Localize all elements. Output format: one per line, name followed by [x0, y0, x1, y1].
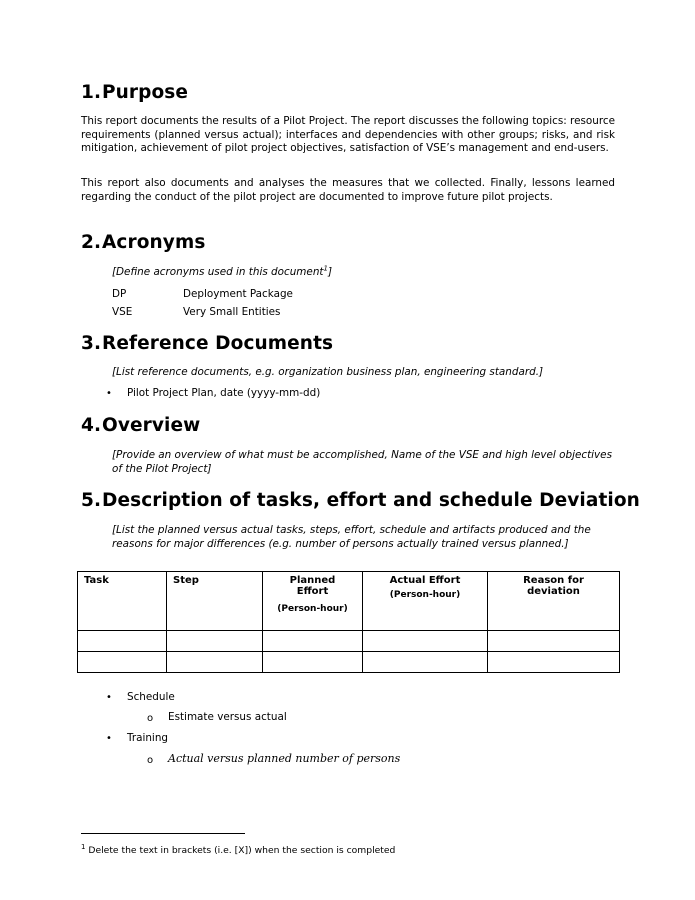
section-heading-acronyms: [81, 232, 205, 253]
acronyms-instruction: [112, 266, 615, 280]
header-reason-label: Reason for deviation: [523, 575, 584, 597]
section-heading-references: [81, 333, 333, 354]
section-number: 1.: [81, 82, 102, 103]
section-heading-description: [81, 490, 640, 511]
acronym-abbr: DP: [112, 288, 127, 300]
table-cell[interactable]: [363, 652, 488, 673]
footnote-text: Delete the text in brackets (i.e. [X]) when the section is completed: [88, 845, 396, 856]
acronym-meaning: Deployment Package: [183, 288, 293, 300]
section-title: Reference Documents: [102, 333, 334, 354]
bullet-icon: •: [106, 388, 112, 399]
footnote-mark: 1: [81, 842, 86, 851]
header-reason: [488, 572, 620, 631]
bullet-icon: •: [106, 692, 112, 703]
header-planned-effort: [263, 572, 363, 631]
sub-bullet-icon: o: [147, 713, 154, 724]
list-subitem-persons: Actual versus planned number of persons: [168, 752, 401, 765]
bullet-icon: •: [106, 733, 112, 744]
header-planned-unit: (Person-hour): [277, 604, 348, 614]
list-item-schedule: Schedule: [127, 691, 175, 703]
section-heading-overview: [81, 415, 200, 436]
header-actual-unit: (Person-hour): [389, 590, 461, 600]
section-number: 4.: [81, 415, 102, 436]
instruction-text-end: ]: [327, 266, 333, 278]
table-cell[interactable]: [488, 652, 620, 673]
section-number: 3.: [81, 333, 102, 354]
footnote-reference: 1: [323, 264, 328, 273]
references-instruction: [List reference documents, e.g. organization business plan, engineering standard.]: [112, 366, 544, 378]
acronym-abbr: VSE: [112, 306, 133, 318]
table-cell[interactable]: [363, 631, 488, 652]
table-row: [78, 631, 620, 652]
list-subitem-estimate: Estimate versus actual: [168, 711, 287, 723]
table-cell[interactable]: [488, 631, 620, 652]
list-item-training: Training: [127, 732, 168, 744]
table-row: [78, 652, 620, 673]
reference-item: Pilot Project Plan, date (yyyy-mm-dd): [127, 387, 321, 399]
instruction-text: [Define acronyms used in this document: [112, 266, 324, 278]
footnote-separator: [81, 833, 245, 834]
section-number: 5.: [81, 490, 102, 511]
sub-bullet-icon: o: [147, 755, 154, 766]
section-title: Overview: [102, 415, 201, 436]
section-title: Purpose: [102, 82, 189, 103]
deviation-table: [77, 571, 620, 673]
header-actual-label: Actual Effort: [389, 575, 461, 586]
purpose-paragraph-1: This report documents the results of a Pilot Project. The report discusses the following topics: resource requirements (planned versus actual); interfaces and dependencies with other groups; risks, and risk mitigation, achievement of pilot project objectives, satisfaction of VSE’s management and end-users.: [81, 115, 615, 155]
table-cell[interactable]: [263, 631, 363, 652]
purpose-paragraph-2: This report also documents and analyses the measures that we collected. Finally, lessons learned regarding the conduct of the pilot project are documented to improve future pilot projects.: [81, 177, 615, 203]
header-planned-label: Planned Effort: [289, 575, 336, 597]
table-cell[interactable]: [167, 652, 263, 673]
header-actual-effort: [363, 572, 488, 631]
acronym-meaning: Very Small Entities: [183, 306, 281, 318]
overview-instruction: [Provide an overview of what must be accomplished, Name of the VSE and high level objectives of the Pilot Project]: [112, 449, 612, 475]
description-instruction: [List the planned versus actual tasks, steps, effort, schedule and artifacts produced and the reasons for major differences (e.g. number of persons actually trained versus planned.]: [112, 524, 591, 550]
table-cell[interactable]: [78, 631, 167, 652]
footnote: [81, 842, 396, 856]
header-step: Step: [167, 572, 263, 631]
section-title: Acronyms: [102, 232, 206, 253]
table-cell[interactable]: [167, 631, 263, 652]
section-title: Description of tasks, effort and schedule Deviation: [102, 490, 640, 511]
table-cell[interactable]: [263, 652, 363, 673]
header-task: Task: [78, 572, 167, 631]
table-cell[interactable]: [78, 652, 167, 673]
section-heading-purpose: [81, 82, 188, 103]
table-header-row: [78, 572, 620, 631]
section-number: 2.: [81, 232, 102, 253]
